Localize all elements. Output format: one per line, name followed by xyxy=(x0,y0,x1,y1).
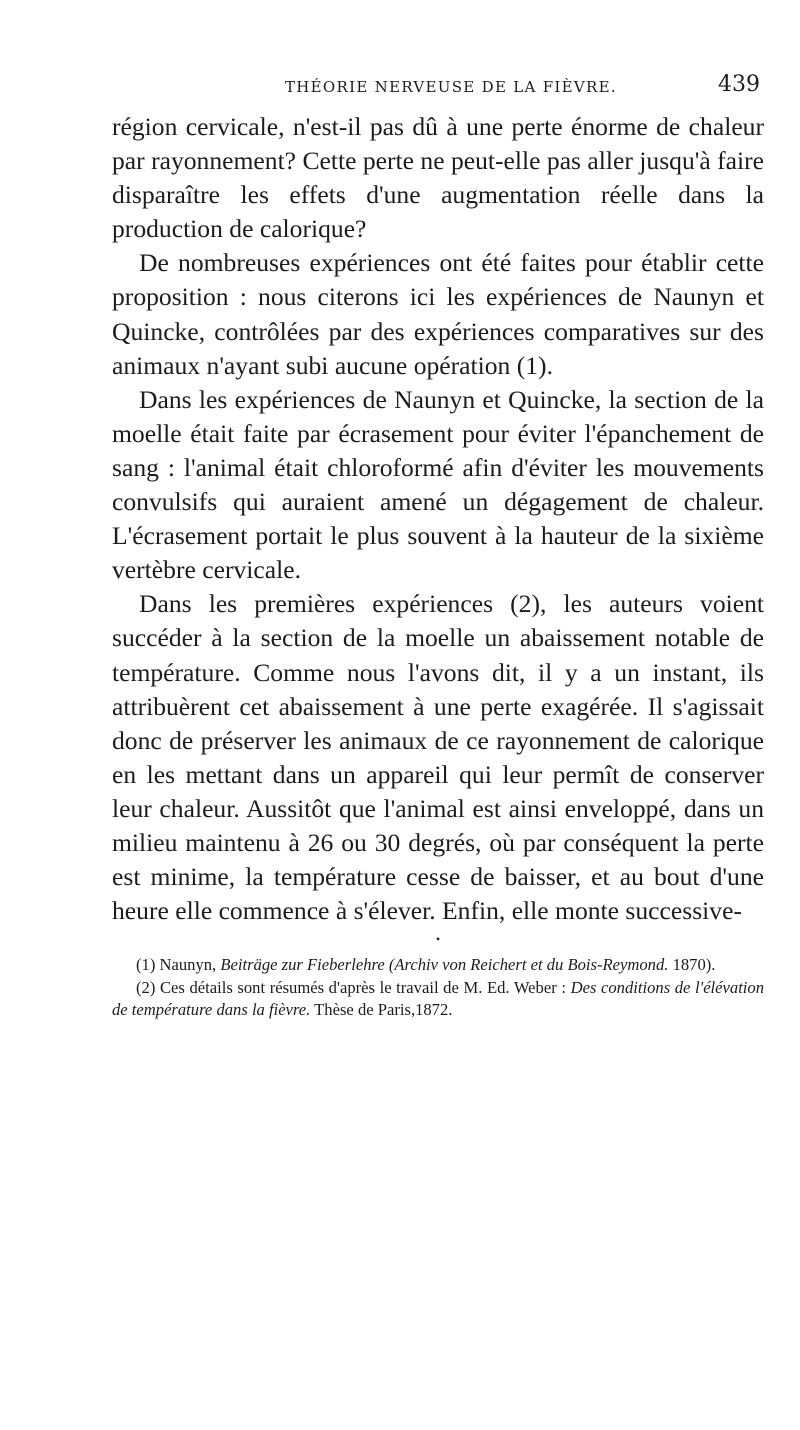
footnote-2 xyxy=(112,977,764,1022)
separator-mark: • xyxy=(435,932,441,947)
book-page xyxy=(112,72,764,1022)
paragraph-1: région cervicale, n'est-il pas dû à une perte énorme de chaleur par rayonnement? Cette perte ne peut-elle pas aller jusqu'à faire disparaître les effets d'une augmentation réelle dans la production de calorique? xyxy=(112,112,764,244)
footnote-1-author: Naunyn, xyxy=(159,955,217,975)
footnote-2-title: Des conditions de l'élévation de température dans la fièvre. xyxy=(112,977,765,1020)
running-title: THÉORIE NERVEUSE DE LA FIÈVRE. xyxy=(285,78,617,96)
footnote-1-number: (1) xyxy=(136,955,156,975)
footnote-1 xyxy=(112,954,764,977)
footnote-1-year: 1870). xyxy=(672,955,716,975)
paragraph-4: Dans les premières expériences (2), les auteurs voient succéder à la section de la moelle un abaissement notable de température. Comme nous l'avons dit, il y a un instant, ils attribuèrent cet abaissement à une perte exagérée. Il s'agissait donc de préserver les animaux de ce rayonnement de calorique en les mettant dans un appareil qui leur permît de conserver leur chaleur. Aussitôt que l'animal est ainsi enveloppé, dans un milieu maintenu à 26 ou 30 degrés, où par conséquent la perte est minime, la température cesse de baisser, et au bout d'une heure elle commence à s'élever. Enfin, elle monte successive- xyxy=(112,589,764,926)
footnotes xyxy=(112,954,764,1022)
footnote-2-text: Ces détails sont résumés d'après le travail de M. Ed. Weber : xyxy=(159,977,566,997)
footnote-1-title: Beiträge zur Fieberlehre (Archiv von Reichert et du Bois-Reymond. xyxy=(220,955,669,975)
running-head xyxy=(112,72,764,106)
body-text xyxy=(112,110,764,928)
footnote-2-number: (2) xyxy=(136,977,156,997)
paragraph-3: Dans les expériences de Naunyn et Quincke, la section de la moelle était faite par écrasement pour éviter l'épanchement de sang : l'animal était chloroformé afin d'éviter les mouvements convulsifs qui auraient amené un dégagement de chaleur. L'écrasement portait le plus souvent à la hauteur de la sixième vertèbre cervicale. xyxy=(112,384,764,585)
footnote-2-thesis: Thèse de Paris,1872. xyxy=(314,1000,453,1020)
paragraph-2: De nombreuses expériences ont été faites pour établir cette proposition : nous citerons ici les expériences de Naunyn et Quincke, contrôlées par des expériences comparatives sur des animaux n'ayant subi aucune opération (1). xyxy=(112,248,764,380)
page-number: 439 xyxy=(718,72,760,97)
